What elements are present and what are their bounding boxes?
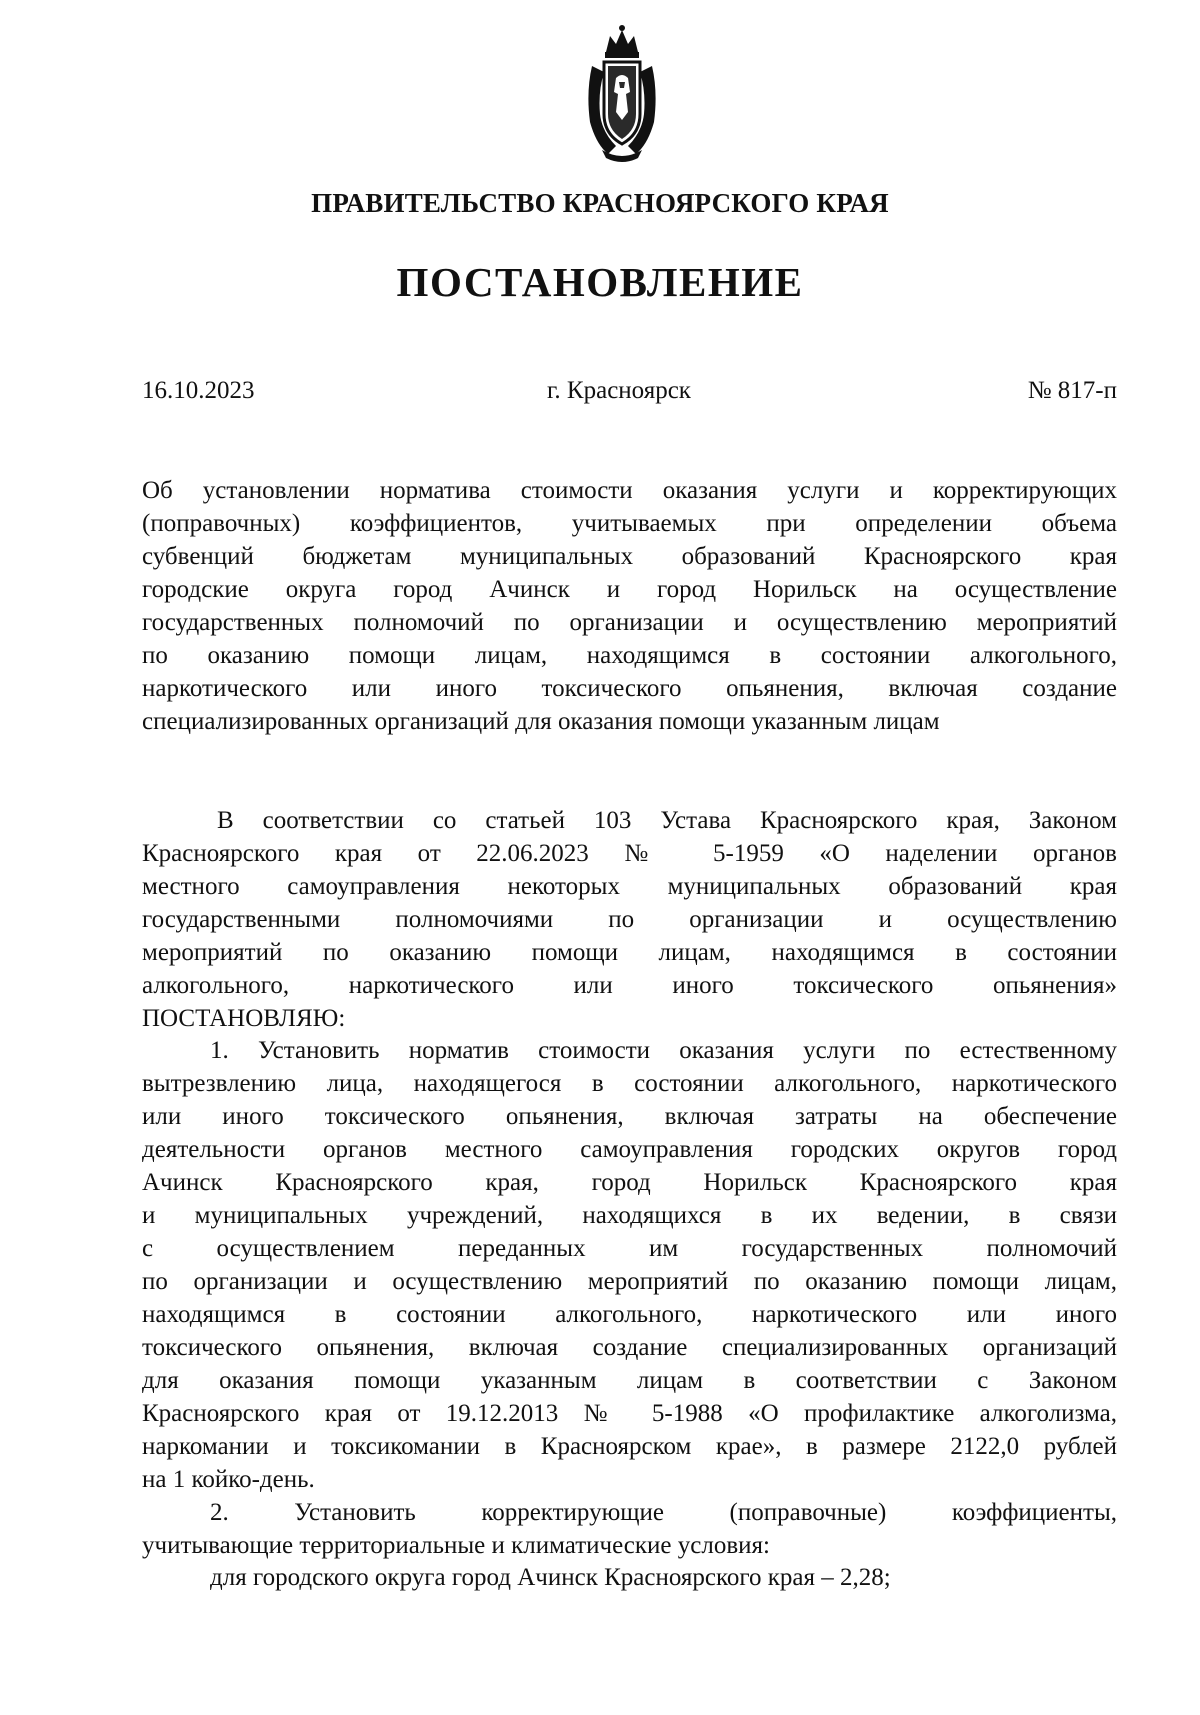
document-date: 16.10.2023	[142, 377, 255, 404]
preamble-line: В соответствии со статьей 103 Устава Красноярского края, Законом	[217, 807, 1117, 834]
item-1-line: Ачинск Красноярского края, город Норильск Красноярского края	[142, 1169, 1117, 1196]
coat-of-arms-icon	[572, 22, 672, 162]
item-1-line: на 1 койко-день.	[142, 1466, 315, 1493]
title-line: (поправочных) коэффициентов, учитываемых при определении объема	[142, 510, 1117, 537]
coefficient-achinsk	[142, 1561, 1117, 1594]
item-2-line: учитывающие территориальные и климатические условия:	[142, 1532, 770, 1559]
decree-keyword: ПОСТАНОВЛЯЮ:	[142, 1005, 346, 1032]
document-meta	[142, 377, 1117, 405]
item-1-line: вытрезвлению лица, находящегося в состоянии алкогольного, наркотического	[142, 1070, 1117, 1097]
item-1-line: деятельности органов местного самоуправления городских округов город	[142, 1136, 1117, 1163]
item-1-line: 1. Установить норматив стоимости оказания услуги по естественному	[210, 1037, 1117, 1064]
document-type: ПОСТАНОВЛЕНИЕ	[396, 259, 804, 305]
document-title	[142, 474, 1117, 738]
item-2-paragraph	[142, 1496, 1117, 1562]
preamble-line: мероприятий по оказанию помощи лицам, находящимся в состоянии	[142, 939, 1117, 966]
item-1-line: токсического опьянения, включая создание специализированных организаций	[142, 1334, 1117, 1361]
item-1-line: по организации и осуществлению мероприятий по оказанию помощи лицам,	[142, 1268, 1117, 1295]
title-line: субвенций бюджетам муниципальных образований Красноярского края	[142, 543, 1117, 570]
preamble-line: Красноярского края от 22.06.2023 № 5-1959 «О наделении органов	[142, 840, 1117, 867]
item-1-line: находящимся в состоянии алкогольного, наркотического или иного	[142, 1301, 1117, 1328]
item-1-line: или иного токсического опьянения, включая затраты на обеспечение	[142, 1103, 1117, 1130]
organization-name: ПРАВИТЕЛЬСТВО КРАСНОЯРСКОГО КРАЯ	[311, 188, 889, 218]
document-number: № 817-п	[1027, 377, 1117, 404]
title-line: государственных полномочий по организации и осуществлению мероприятий	[142, 609, 1117, 636]
item-2-line: 2. Установить корректирующие (поправочные) коэффициенты,	[210, 1499, 1117, 1526]
preamble-line: государственными полномочиями по организации и осуществлению	[142, 906, 1117, 933]
item-1-line: Красноярского края от 19.12.2013 № 5-1988 «О профилактике алкоголизма,	[142, 1400, 1117, 1427]
item-1-line: с осуществлением переданных им государственных полномочий	[142, 1235, 1117, 1262]
item-1-paragraph	[142, 1034, 1117, 1496]
preamble-line: алкогольного, наркотического или иного токсического опьянения»	[142, 972, 1117, 999]
preamble-paragraph	[142, 804, 1117, 1035]
title-line: Об установлении норматива стоимости оказания услуги и корректирующих	[142, 477, 1117, 504]
title-line: городские округа город Ачинск и город Норильск на осуществление	[142, 576, 1117, 603]
title-line: по оказанию помощи лицам, находящимся в состоянии алкогольного,	[142, 642, 1117, 669]
title-line: специализированных организаций для оказания помощи указанным лицам	[142, 708, 940, 735]
item-1-line: и муниципальных учреждений, находящихся в их ведении, в связи	[142, 1202, 1117, 1229]
item-1-line: для оказания помощи указанным лицам в соответствии с Законом	[142, 1367, 1117, 1394]
title-line: наркотического или иного токсического опьянения, включая создание	[142, 675, 1117, 702]
item-1-line: наркомании и токсикомании в Красноярском крае», в размере 2122,0 рублей	[142, 1433, 1117, 1460]
document-city: г. Красноярск	[547, 377, 691, 404]
coefficient-line: для городского округа город Ачинск Красноярского края – 2,28;	[210, 1564, 891, 1591]
preamble-line: местного самоуправления некоторых муниципальных образований края	[142, 873, 1117, 900]
